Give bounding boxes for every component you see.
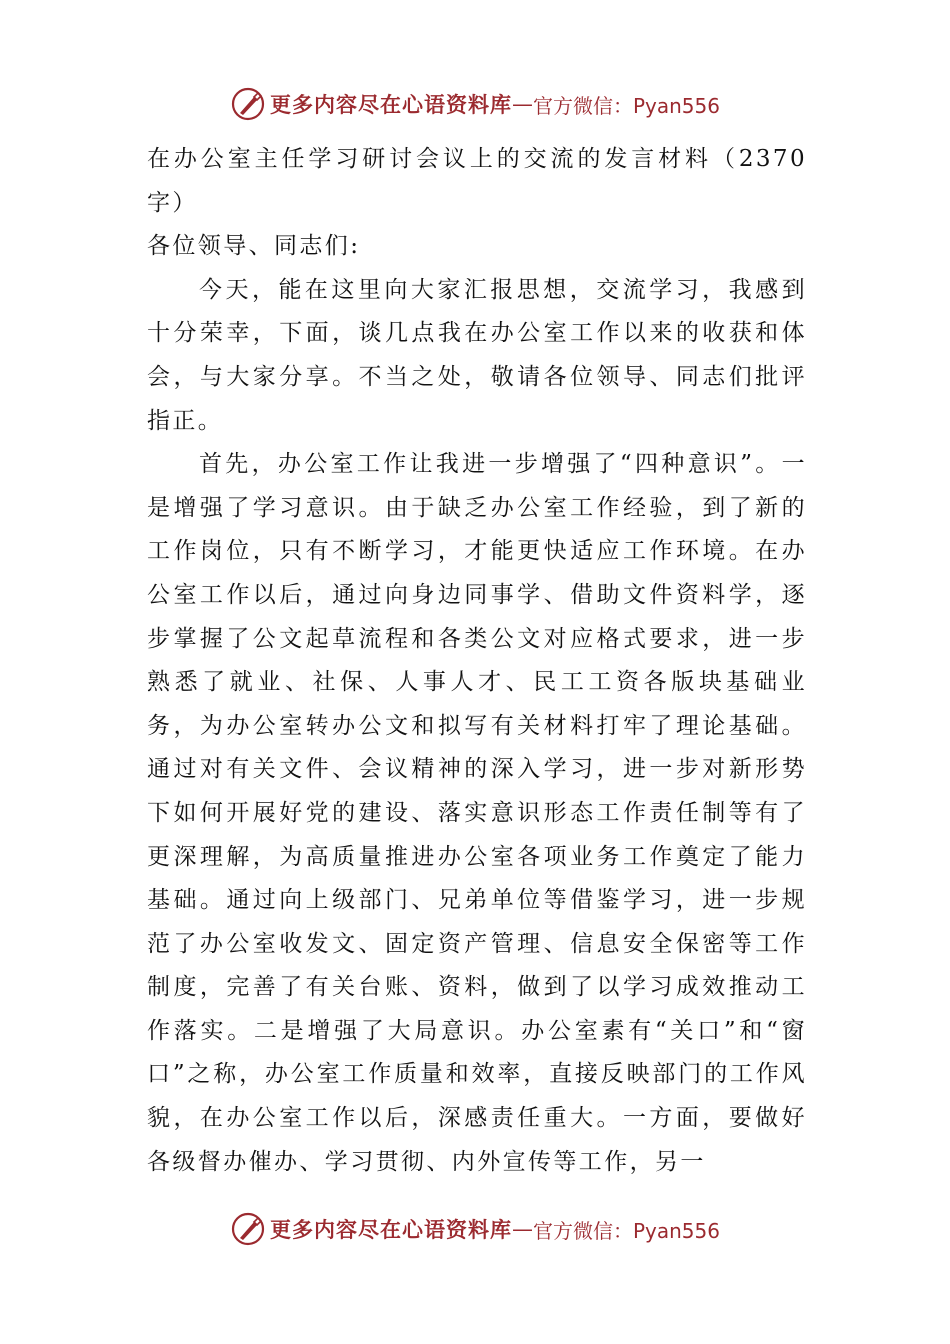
document-title: 在办公室主任学习研讨会议上的交流的发言材料（2370字） — [147, 146, 807, 216]
watermark-banner-bottom — [0, 1209, 950, 1249]
watermark-brand: 更多内容尽在心语资料库 — [269, 92, 512, 117]
watermark-wechat: 官方微信：Pyan556 — [532, 1218, 720, 1243]
watermark-separator: — — [511, 1217, 533, 1241]
watermark-wechat: 官方微信：Pyan556 — [532, 93, 720, 118]
watermark-banner-top — [0, 84, 950, 124]
pen-circle-logo-icon — [230, 86, 266, 122]
document-paragraph: 首先，办公室工作让我进一步增强了“四种意识”。一是增强了学习意识。由于缺乏办公室工作经验，到了新的工作岗位，只有不断学习，才能更快适应工作环境。在办公室工作以后，通过向身边同事学、借助文件资料学，逐步掌握了公文起草流程和各类公文对应格式要求，进一步熟悉了就业、社保、人事人才、民工工资各版块基础业务，为办公室转办公文和拟写有关材料打牢了理论基础。通过对有关文件、会议精神的深入学习，进一步对新形势下如何开展好党的建设、落实意识形态工作责任制等有了更深理解，为高质量推进办公室各项业务工作奠定了能力基础。通过向上级部门、兄弟单位等借鉴学习，进一步规范了办公室收发文、固定资产管理、信息安全保密等工作制度，完善了有关台账、资料，做到了以学习成效推动工作落实。二是增强了大局意识。办公室素有“关口”和“窗口”之称，办公室工作质量和效率，直接反映部门的工作风貌，在办公室工作以后，深感责任重大。一方面，要做好各级督办催办、学习贯彻、内外宣传等工作，另一 — [147, 451, 807, 1175]
document-salutation: 各位领导、同志们: — [147, 233, 361, 260]
watermark-separator: — — [511, 92, 533, 116]
watermark-brand: 更多内容尽在心语资料库 — [269, 1217, 512, 1242]
document-paragraph: 今天，能在这里向大家汇报思想，交流学习，我感到十分荣幸，下面，谈几点我在办公室工作以来的收获和体会，与大家分享。不当之处，敬请各位领导、同志们批评指正。 — [147, 276, 807, 434]
document-body — [147, 138, 807, 1184]
pen-circle-logo-icon — [230, 1211, 266, 1247]
